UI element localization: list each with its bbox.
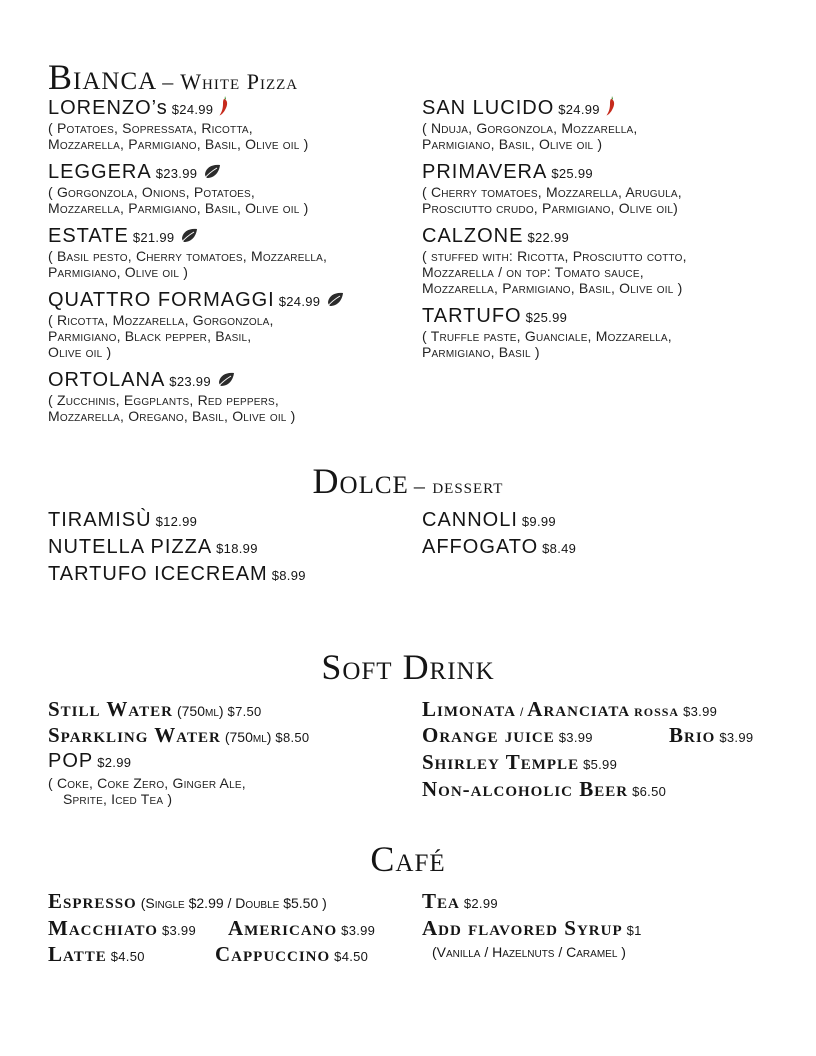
description-line: ( Zucchinis, Eggplants, Red peppers,: [48, 392, 280, 408]
leaf-icon: [203, 164, 221, 180]
item-price: $23.99: [169, 374, 211, 389]
section-header-cafe: [0, 838, 816, 880]
item-name: ESTATE: [48, 225, 129, 247]
section-header-bianca: [48, 56, 298, 98]
section-title: Café: [370, 839, 446, 879]
description-line: Parmigiano, Basil ): [422, 344, 540, 360]
item-price: $6.50: [632, 784, 667, 799]
section-subtitle: – dessert: [413, 473, 504, 498]
menu-item-non-alcoholic-beer: [422, 777, 666, 802]
menu-item-tartufo: [422, 305, 672, 360]
item-price: $25.99: [525, 310, 568, 325]
menu-item-affogato: [422, 536, 576, 559]
menu-item-macchiato: [48, 916, 196, 941]
item-price: $21.99: [132, 230, 175, 245]
item-description: [48, 248, 327, 280]
section-subtitle: – White Pizza: [162, 69, 299, 94]
menu-item-tiramisu: [48, 509, 197, 532]
section-header-dolce: [0, 460, 816, 502]
item-name: QUATTRO FORMAGGI: [48, 289, 275, 311]
menu-item-tea: [422, 889, 498, 914]
item-name: Sparkling Water: [48, 723, 221, 747]
menu-item-cannoli: [422, 509, 556, 532]
description-line: ( Gorgonzola, Onions, Potatoes,: [48, 184, 256, 200]
menu-item-ortolana: [48, 369, 296, 424]
item-name: Cappuccino: [215, 942, 331, 966]
item-name: Macchiato: [48, 916, 158, 940]
item-price: $3.99: [341, 923, 376, 938]
section-title: Bianca: [48, 57, 158, 97]
item-description: [422, 120, 637, 152]
item-size: (750ml): [176, 703, 224, 719]
item-price: $23.99: [155, 166, 198, 181]
item-name: LEGGERA: [48, 161, 152, 183]
item-name: LORENZO’s: [48, 97, 168, 119]
description-line: ( Truffle paste, Guanciale, Mozzarella,: [422, 328, 672, 344]
item-price: $3.99: [558, 730, 593, 745]
item-description: [48, 120, 308, 152]
menu-item-quattro-formaggi: [48, 289, 344, 360]
description-line: Parmigiano, Black pepper, Basil,: [48, 328, 252, 344]
menu-item-espresso: [48, 889, 327, 914]
item-name: TIRAMISÙ: [48, 509, 152, 531]
description-line: ( Potatoes, Sopressata, Ricotta,: [48, 120, 253, 136]
description-line: ( stuffed with: Ricotta, Prosciutto cotto,: [422, 248, 687, 264]
item-price: $8.49: [542, 541, 577, 556]
item-description: [48, 312, 344, 360]
item-price: $8.50: [275, 730, 310, 745]
item-name: CALZONE: [422, 225, 524, 247]
menu-item-brio: [669, 723, 753, 748]
menu-item-orange-juice: [422, 723, 593, 748]
menu-item-primavera: [422, 161, 682, 216]
item-name: Aranciata: [527, 697, 631, 721]
item-price: $4.50: [334, 949, 369, 964]
menu-item-leggera: [48, 161, 308, 216]
item-price: $24.99: [171, 102, 214, 117]
chili-icon: [606, 96, 616, 116]
item-price: $12.99: [155, 514, 198, 529]
section-header-soft-drink: [0, 646, 816, 688]
description-line: Mozzarella / on top: Tomato sauce,: [422, 264, 644, 280]
item-description: [48, 392, 296, 424]
description-line: Mozzarella, Parmigiano, Basil, Olive oil ): [48, 136, 309, 152]
item-name: Shirley Temple: [422, 750, 580, 774]
item-price: $18.99: [216, 541, 258, 556]
item-price: $2.99: [463, 896, 498, 911]
menu-item-limonata-aranciata: [422, 697, 717, 722]
item-price: $25.99: [551, 166, 593, 181]
item-name: Tea: [422, 889, 460, 913]
description-line: Mozzarella, Parmigiano, Basil, Olive oil ): [422, 280, 683, 296]
description-line: ( Basil pesto, Cherry tomatoes, Mozzarella,: [48, 248, 328, 264]
item-description: [422, 328, 672, 360]
item-description: [422, 184, 682, 216]
menu-item-san-lucido: [422, 96, 637, 152]
item-description: [422, 248, 687, 296]
item-price: $24.99: [558, 102, 600, 117]
leaf-icon: [180, 228, 198, 244]
item-price: $9.99: [521, 514, 556, 529]
chili-icon: [219, 96, 229, 116]
description-line: Prosciutto crudo, Parmigiano, Olive oil): [422, 200, 678, 216]
item-name: Americano: [228, 916, 338, 940]
item-name: Brio: [669, 723, 716, 747]
item-price: $3.99: [719, 730, 754, 745]
description-line: Olive oil ): [48, 344, 112, 360]
item-price: $8.99: [271, 568, 306, 583]
menu-item-lorenzos: [48, 96, 308, 152]
item-description: [48, 184, 308, 216]
item-name: Orange juice: [422, 723, 555, 747]
section-title: Dolce: [312, 461, 409, 501]
item-price: $3.99: [683, 704, 718, 719]
item-price: $3.99: [161, 923, 196, 938]
item-price: $2.99: [97, 755, 132, 770]
item-name: TARTUFO ICECREAM: [48, 563, 268, 585]
item-name: ORTOLANA: [48, 369, 166, 391]
description-line: Parmigiano, Basil, Olive oil ): [422, 136, 603, 152]
description-line: Sprite, Iced Tea ): [63, 791, 173, 807]
separator: /: [519, 705, 524, 719]
item-name: Limonata: [422, 697, 516, 721]
item-name: TARTUFO: [422, 305, 522, 327]
item-price: $5.99: [583, 757, 618, 772]
item-name: Add flavored Syrup: [422, 916, 623, 940]
leaf-icon: [326, 292, 344, 308]
leaf-icon: [217, 372, 235, 388]
item-options: (Single $2.99 / Double $5.50 ): [140, 895, 327, 911]
item-description: [48, 775, 246, 807]
item-name: NUTELLA PIZZA: [48, 536, 213, 558]
description-line: Mozzarella, Oregano, Basil, Olive oil ): [48, 408, 296, 424]
section-title: Soft Drink: [321, 647, 495, 687]
item-name: Latte: [48, 942, 107, 966]
description-line: ( Nduja, Gorgonzola, Mozzarella,: [422, 120, 638, 136]
description-line: ( Ricotta, Mozzarella, Gorgonzola,: [48, 312, 274, 328]
menu-item-calzone: [422, 225, 687, 296]
menu-item-pop: [48, 750, 246, 807]
item-name: PRIMAVERA: [422, 161, 548, 183]
syrup-options: (Vanilla / Hazelnuts / Caramel ): [432, 944, 626, 960]
item-price: $7.50: [227, 704, 262, 719]
menu-item-flavored-syrup: [422, 916, 642, 941]
item-price: $1: [626, 923, 642, 938]
menu-item-tartufo-icecream: [48, 563, 306, 586]
item-name: rossa: [634, 701, 680, 720]
description-line: ( Coke, Coke Zero, Ginger Ale,: [48, 775, 246, 791]
item-name: Non-alcoholic Beer: [422, 777, 629, 801]
item-price: $4.50: [110, 949, 145, 964]
description-line: Mozzarella, Parmigiano, Basil, Olive oil ): [48, 200, 309, 216]
item-size: (750ml): [224, 729, 272, 745]
menu-item-latte: [48, 942, 145, 967]
menu-item-sparkling-water: [48, 723, 309, 748]
menu-item-still-water: [48, 697, 262, 722]
menu-item-shirley-temple: [422, 750, 617, 775]
item-name: Still Water: [48, 697, 173, 721]
item-name: SAN LUCIDO: [422, 97, 555, 119]
description-line: Parmigiano, Olive oil ): [48, 264, 189, 280]
menu-item-americano: [228, 916, 375, 941]
item-name: POP: [48, 750, 94, 772]
menu-item-cappuccino: [215, 942, 368, 967]
item-price: $24.99: [278, 294, 321, 309]
item-name: AFFOGATO: [422, 536, 539, 558]
item-name: Espresso: [48, 889, 137, 913]
syrup-flavors: [432, 944, 626, 962]
item-name: CANNOLI: [422, 509, 518, 531]
menu-item-nutella-pizza: [48, 536, 258, 559]
description-line: ( Cherry tomatoes, Mozzarella, Arugula,: [422, 184, 682, 200]
item-price: $22.99: [527, 230, 570, 245]
menu-item-estate: [48, 225, 327, 280]
